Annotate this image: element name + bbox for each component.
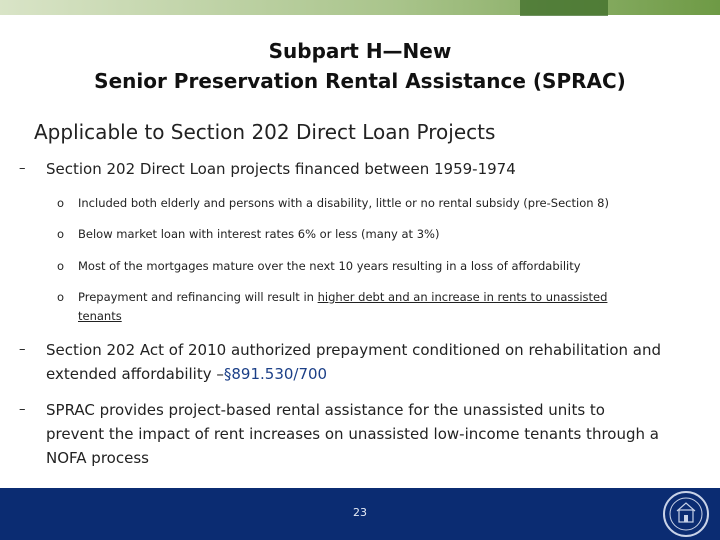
bullet-2-line-2: extended affordability – bbox=[46, 365, 224, 383]
sub-bullet-2 bbox=[57, 225, 688, 244]
sub-bullet-marker: o bbox=[57, 290, 65, 304]
sub-bullet-4-prefix: Prepayment and refinancing will result in bbox=[78, 290, 318, 304]
hud-seal-icon bbox=[662, 490, 710, 538]
sub-bullet-4 bbox=[57, 288, 688, 326]
sub-bullet-marker: o bbox=[57, 259, 65, 273]
sub-bullet-marker: o bbox=[57, 227, 65, 241]
bullet-3-line-2: prevent the impact of rent increases on unassisted low-income tenants through a bbox=[46, 425, 659, 443]
footer-bar bbox=[0, 488, 720, 540]
bullet-3 bbox=[19, 398, 659, 470]
regulation-reference: §891.530/700 bbox=[223, 365, 328, 383]
bullet-2-line-1: Section 202 Act of 2010 authorized prepayment conditioned on rehabilitation and bbox=[46, 341, 662, 359]
sub-bullet-1 bbox=[57, 194, 688, 213]
slide-title bbox=[0, 36, 720, 96]
bullet-dash: – bbox=[19, 342, 26, 357]
sub-bullet-3-text: Most of the mortgages mature over the next 10 years resulting in a loss of affordability bbox=[78, 259, 581, 273]
sub-bullet-4-underlined: higher debt and an increase in rents to unassisted bbox=[317, 290, 608, 304]
sub-bullet-4-underlined-2: tenants bbox=[78, 309, 122, 323]
title-line-1: Subpart H—New bbox=[268, 39, 452, 63]
sub-bullet-2-text: Below market loan with interest rates 6% or less (many at 3%) bbox=[78, 227, 440, 241]
bullet-dash: – bbox=[19, 161, 26, 176]
bullet-3-line-1: SPRAC provides project-based rental assistance for the unassisted units to bbox=[46, 401, 605, 419]
bullet-1 bbox=[19, 157, 516, 181]
bullet-dash: – bbox=[19, 402, 26, 417]
top-logo-tag bbox=[520, 0, 608, 16]
bullet-2 bbox=[19, 338, 662, 386]
bullet-3-line-3: NOFA process bbox=[46, 449, 149, 467]
page-number: 23 bbox=[353, 506, 367, 519]
bullet-1-text: Section 202 Direct Loan projects financed between 1959-1974 bbox=[46, 160, 516, 178]
sub-bullet-marker: o bbox=[57, 196, 65, 210]
sub-bullet-3 bbox=[57, 257, 688, 276]
top-accent-bar bbox=[0, 0, 720, 15]
section-heading: Applicable to Section 202 Direct Loan Projects bbox=[34, 120, 496, 144]
sub-bullet-1-text: Included both elderly and persons with a disability, little or no rental subsidy (pre-Section 8) bbox=[78, 196, 609, 210]
title-line-2: Senior Preservation Rental Assistance (SPRAC) bbox=[94, 69, 626, 93]
